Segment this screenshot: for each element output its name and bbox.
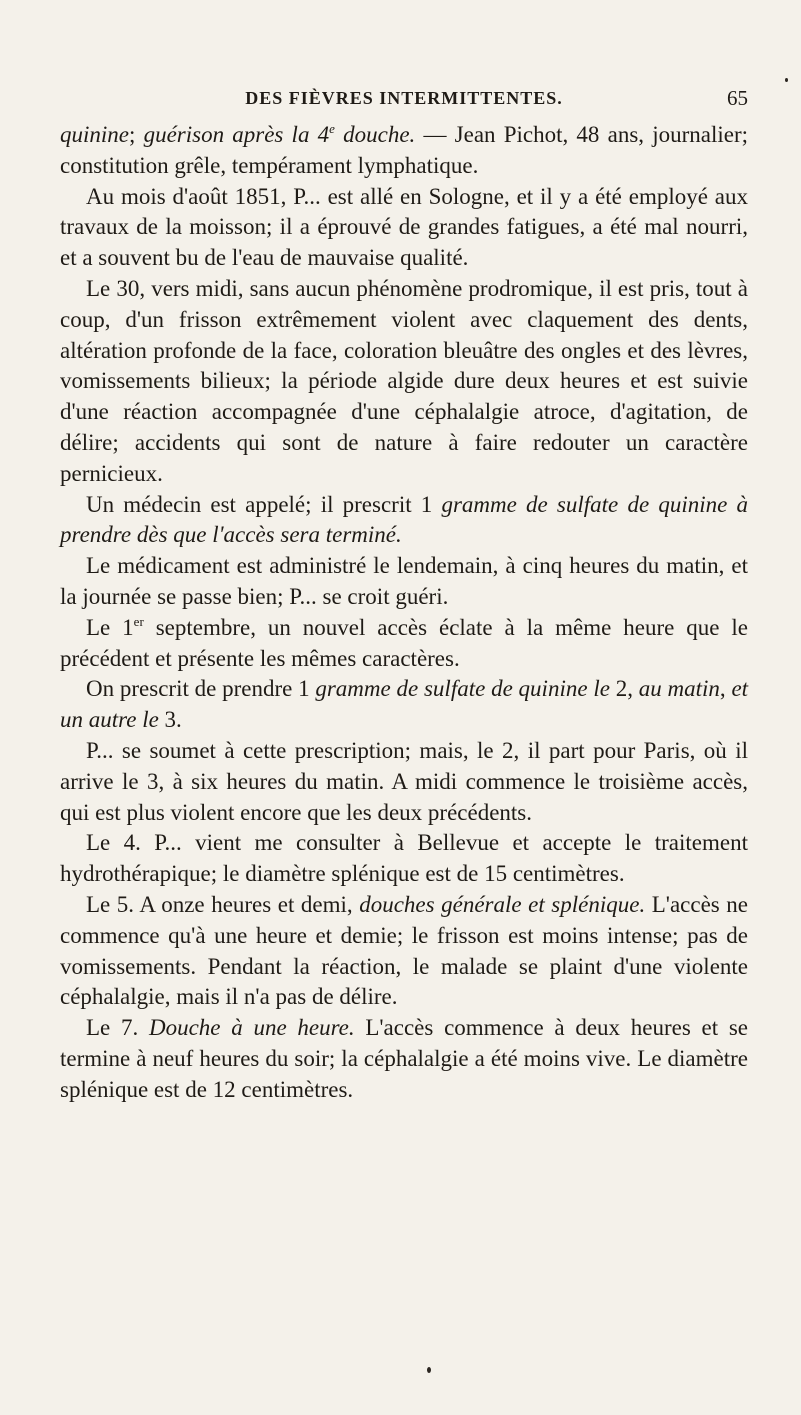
italic-run: Douche à une heure. [148,1015,355,1041]
text-run: On prescrit de prendre 1 [86,676,316,702]
paragraph-1 [60,120,748,182]
text-run: ; [129,122,144,147]
paragraph-8: P... se soumet à cette prescription; mais, le 2, il part pour Paris, où il arrive le 3, à six heures du matin. A midi commence le troisième accès, qui est plus violent encore que les deux précédents. [60,737,748,825]
paragraph-2: Au mois d'août 1851, P... est allé en Sologne, et il y a été employé aux travaux de la moisson; il a éprouvé de grandes fatigues, a été mal nourri, et a souvent bu de l'eau de mauvaise qualité. [60,183,748,271]
paragraph-7 [60,674,748,736]
text-run: Le 1 [86,614,134,640]
text-run: , [627,676,639,702]
text-run: 3. [158,707,182,733]
text-run: Le 5. A onze heures et demi, [86,891,360,917]
ink-speck [785,78,788,82]
text-run: — Jean Pichot, 48 ans, journalier; constitution grêle, tempérament lymphatique. [60,122,749,178]
ink-speck [427,1367,431,1373]
paragraph-3: Le 30, vers midi, sans aucun phénomène prodromique, il est pris, tout à coup, d'un frisson extrêmement violent avec claquement des dents, altération profonde de la face, coloration bleuâtre des ongles et des lèvres, vomissements bilieux; la période algide dure deux heures et est suivie d'une réaction accompagnée d'une céphalalgie atroce, d'agitation, de délire; accidents qui sont de nature à faire redouter un caractère pernicieux. [60,275,748,486]
text-run: , [719,676,732,702]
superscript: e [329,121,335,136]
italic-run: douche. [334,122,416,147]
italic-run: au matin [638,676,720,702]
paragraph-9: Le 4. P... vient me consulter à Bellevue et accepte le traitement hydrothérapique; le diamètre splénique est de 15 centimètres. [60,830,748,887]
paragraph-10 [60,890,748,1013]
italic-run: gramme de sulfate de quinine le [315,676,610,702]
text-run: Le 7. [86,1015,149,1041]
paragraph-4 [60,490,748,552]
paragraph-6 [60,613,748,675]
italic-run: quinine [60,122,129,147]
paragraph-5: Le médicament est administré le lendemain, à cinq heures du matin, et la journée se passe bien; P... se croit guéri. [60,553,748,609]
text-run: 2 [609,676,628,702]
page-number: 65 [727,86,748,110]
running-title: DES FIÈVRES INTERMITTENTES. [245,88,563,108]
italic-run: gramme de sulfate de quinine à prendre dès que l'accès sera terminé. [60,491,748,548]
page-header [60,86,748,114]
text-run: L'accès commence à deux heures et se termine à neuf heures du soir; la céphalalgie a été moins vive. Le diamètre splénique est de 12 centimètres. [60,1015,749,1102]
body-text [60,120,748,1106]
text-run: L'accès ne commence qu'à une heure et demie; le frisson est moins intense; pas de vomissements. Pendant la réaction, le malade se plaint d'une violente céphalalgie, mais il n'a pas de délire. [60,891,748,1010]
italic-run: et un autre le [60,676,749,733]
superscript: er [133,613,144,629]
text-run: Un médecin est appelé; il prescrit 1 [86,491,442,517]
paragraph-11 [60,1013,748,1105]
text-run: septembre, un nouvel accès éclate à la même heure que le précédent et présente les mêmes caractères. [60,614,748,671]
italic-run: guérison après la 4 [143,122,330,147]
italic-run: douches générale et splénique. [359,891,646,917]
